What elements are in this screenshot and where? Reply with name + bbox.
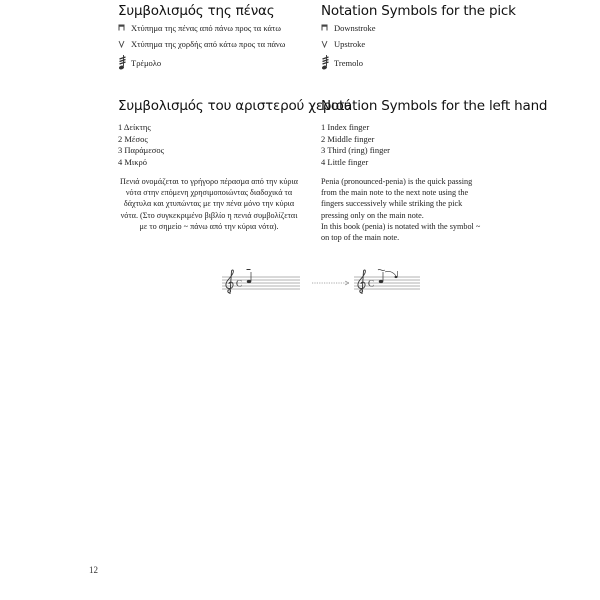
- time-signature: C: [236, 278, 243, 289]
- left-staff: [222, 277, 300, 289]
- english-pick-label: Upstroke: [334, 39, 366, 49]
- list-item: 4 Μικρό: [118, 156, 147, 167]
- english-pick-item-upstroke: [321, 36, 521, 52]
- list-item: 1 Δείκτης: [118, 122, 151, 132]
- left-notes: [247, 269, 252, 283]
- english-pick-item-tremolo: [321, 52, 521, 74]
- english-pick-list: [321, 20, 521, 74]
- downstroke-icon: [118, 24, 131, 32]
- list-item: 1 Index finger: [321, 122, 370, 132]
- text-line: on top of the main note.: [321, 233, 400, 243]
- tremolo-icon: [118, 55, 131, 71]
- time-signature: C: [368, 278, 375, 289]
- text-line: In this book (penia) is notated with the symbol ~: [321, 221, 481, 231]
- greek-pick-list: [118, 20, 318, 74]
- greek-left-hand-heading: Συμβολισμός του αριστερού χεριού: [118, 98, 352, 114]
- downstroke-icon: [321, 24, 334, 32]
- music-example-svg: [220, 265, 420, 305]
- text-line: from the main note to the next note using the: [321, 188, 469, 198]
- greek-pick-item-downstroke: [118, 20, 318, 36]
- list-item: 4 Little finger: [321, 156, 369, 167]
- greek-pick-label: Χτύπημα της χορδής από κάτω προς τα πάνω: [131, 39, 286, 49]
- text-line: fingers successively while striking the pick: [321, 199, 463, 209]
- list-item: 2 Middle finger: [321, 133, 375, 144]
- list-item: 3 Third (ring) finger: [321, 145, 391, 155]
- right-notes: [378, 269, 398, 283]
- english-pick-item-downstroke: [321, 20, 521, 36]
- greek-pick-item-tremolo: [118, 52, 318, 74]
- english-finger-list: [321, 122, 390, 168]
- greek-penia-paragraph: Πενιά ονομάζεται το γρήγορο πέρασμα από την κύρια νότα στην επόμενη χρησιμοποιώντας διαδοχικά τα δάχτυλα και χτυπώντας με την πένα μόνο την κύρια νότα. (Στο συγκεκριμένο βιβλίο η πενιά συμβολίζεται με το σημείο ~ πάνω από την κύρια νότα).: [120, 177, 298, 231]
- greek-pick-item-upstroke: [118, 36, 318, 52]
- tremolo-icon: [321, 55, 334, 71]
- greek-finger-list: [118, 122, 164, 168]
- english-pick-heading: Notation Symbols for the pick: [321, 3, 516, 19]
- penia-tilde-icon: [378, 269, 385, 270]
- list-item: 2 Μέσος: [118, 133, 148, 144]
- text-line: pressing only on the main note.: [321, 210, 424, 220]
- text-line: Penia (pronounced-penia) is the quick passing: [321, 177, 473, 186]
- english-pick-label: Tremolo: [334, 58, 363, 68]
- arrow-icon: [312, 281, 349, 285]
- greek-pick-label: Χτύπημα της πένας από πάνω προς τα κάτω: [131, 23, 282, 33]
- upstroke-icon: [321, 40, 334, 48]
- treble-clef-icon: [358, 270, 365, 294]
- greek-pick-heading: Συμβολισμός της πένας: [118, 3, 275, 19]
- english-pick-label: Downstroke: [334, 23, 376, 33]
- page-number: 12: [89, 565, 98, 575]
- upstroke-icon: [118, 40, 131, 48]
- music-example: [220, 265, 420, 305]
- greek-pick-label: Τρέμολο: [131, 58, 162, 68]
- list-item: 3 Παράμεσος: [118, 145, 164, 155]
- english-left-hand-heading: Notation Symbols for the left hand: [321, 98, 548, 114]
- treble-clef-icon: [226, 270, 233, 294]
- english-penia-paragraph: [321, 176, 521, 243]
